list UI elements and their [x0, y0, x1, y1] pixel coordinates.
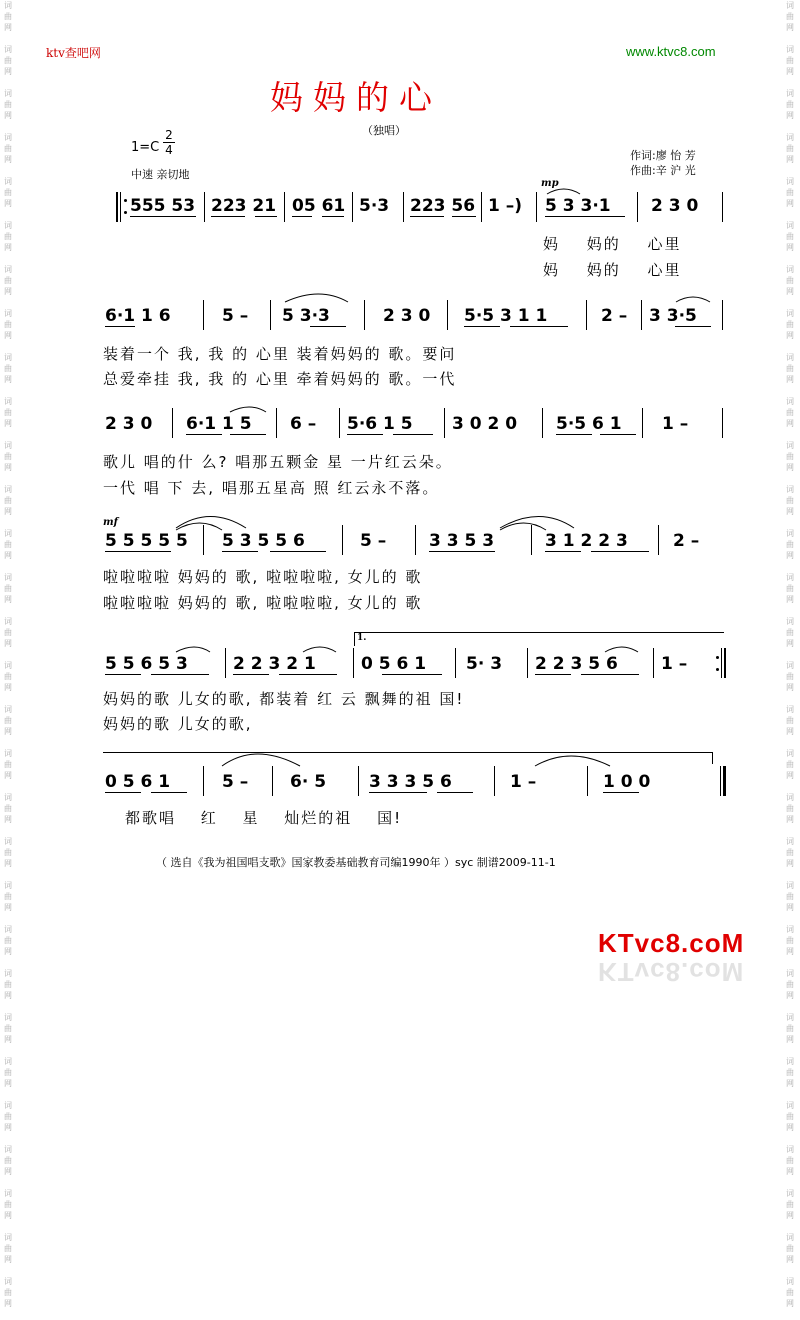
watermark-char: 词 [4, 1277, 12, 1286]
watermark-char: 网 [786, 771, 794, 780]
watermark-char: 词 [786, 45, 794, 54]
watermark-char: 词 [4, 1, 12, 10]
watermark-char: 曲 [4, 892, 12, 901]
watermark-char: 曲 [786, 1112, 794, 1121]
watermark-char: 曲 [4, 56, 12, 65]
watermark-char: 曲 [4, 452, 12, 461]
watermark-char: 词 [786, 89, 794, 98]
measure: 2 3 0 [383, 306, 431, 326]
watermark-char: 词 [786, 1101, 794, 1110]
watermark-char: 网 [4, 639, 12, 648]
watermark-char: 词 [786, 1189, 794, 1198]
watermark-char: 网 [4, 947, 12, 956]
watermark-char: 网 [786, 199, 794, 208]
watermark-char: 词 [786, 309, 794, 318]
watermark-char: 词 [4, 617, 12, 626]
measure: 223 21 [211, 196, 277, 216]
watermark-char: 曲 [4, 276, 12, 285]
measure: 5·5 3 1 1 [464, 306, 548, 326]
watermark-gap [2, 1089, 14, 1100]
watermark-gap [2, 1309, 14, 1320]
composer: 作曲:辛 沪 光 [630, 164, 696, 177]
watermark-char: 词 [786, 705, 794, 714]
measure: 0 5 6 1 [361, 654, 427, 674]
lyrics-verse-1: 歌儿 唱的什 么? 唱那五颗金 星 一片红云朵。 [103, 453, 453, 471]
watermark-char: 网 [786, 23, 794, 32]
song-subtitle: （独唱） [362, 124, 406, 137]
watermark-char: 词 [4, 969, 12, 978]
lyrics-verse-1: 装着一个 我, 我 的 心里 装着妈妈的 歌。要问 [103, 345, 457, 363]
watermark-char: 曲 [4, 1068, 12, 1077]
watermark-char: 网 [786, 551, 794, 560]
watermark-char: 网 [786, 507, 794, 516]
watermark-char: 曲 [4, 760, 12, 769]
measure: 3 3 3 5 6 [369, 772, 452, 792]
lyrics-verse-2: 妈 妈的 心里 [543, 261, 682, 279]
measure: 3 3 5 3 [429, 531, 495, 551]
slur [222, 754, 300, 766]
watermark-char: 网 [786, 155, 794, 164]
lyrics-verse-1: 妈妈的歌 儿女的歌, 都装着 红 云 飘舞的祖 国! [103, 690, 465, 708]
lyrics-verse-1: 妈 妈的 心里 [543, 235, 682, 253]
watermark-char: 曲 [4, 804, 12, 813]
watermark-char: 曲 [4, 1200, 12, 1209]
slur [176, 517, 246, 529]
watermark-char: 网 [786, 1167, 794, 1176]
watermark-char: 曲 [4, 584, 12, 593]
watermark-char: 曲 [786, 672, 794, 681]
lyrics-verse-2: 总爱牵挂 我, 我 的 心里 牵着妈妈的 歌。一代 [103, 370, 457, 388]
watermark-char: 网 [4, 155, 12, 164]
watermark-char: 词 [786, 441, 794, 450]
site-logo[interactable]: KTvc8.coM [598, 928, 745, 958]
watermark-char: 词 [4, 177, 12, 186]
measure: 2 – [601, 306, 628, 326]
watermark-char: 曲 [786, 848, 794, 857]
watermark-char: 网 [4, 551, 12, 560]
watermark-char: 词 [4, 353, 12, 362]
measure: 5 3 3·1 [545, 196, 611, 216]
watermark-char: 词 [786, 749, 794, 758]
measure: 6·1 1 5 [186, 414, 252, 434]
watermark-char: 词 [786, 485, 794, 494]
watermark-char: 网 [786, 859, 794, 868]
watermark-char: 网 [786, 1035, 794, 1044]
site-name-left[interactable]: ktv查吧网 [46, 46, 101, 60]
watermark-char: 曲 [786, 320, 794, 329]
watermark-char: 曲 [4, 320, 12, 329]
watermark-char: 词 [786, 529, 794, 538]
watermark-char: 曲 [4, 1024, 12, 1033]
measure: 223 56 [410, 196, 476, 216]
watermark-char: 网 [786, 111, 794, 120]
measure: 5 3·3 [282, 306, 330, 326]
watermark-char: 网 [786, 287, 794, 296]
watermark-char: 曲 [4, 496, 12, 505]
measure: 5 – [222, 772, 249, 792]
watermark-char: 词 [786, 617, 794, 626]
watermark-char: 曲 [786, 496, 794, 505]
watermark-char: 曲 [786, 540, 794, 549]
watermark-char: 曲 [4, 100, 12, 109]
watermark-char: 词 [4, 1145, 12, 1154]
watermark-char: 网 [4, 1255, 12, 1264]
watermark-char: 词 [4, 1233, 12, 1242]
watermark-char: 词 [786, 1057, 794, 1066]
source-note: （ 选自《我为祖国唱支歌》国家教委基础教育司编1990年 ）syc 制谱2009-11-1 [156, 856, 556, 869]
lyricist: 作词:廖 怡 芳 [630, 149, 696, 162]
watermark-char: 曲 [786, 12, 794, 21]
measure: 1 – [661, 654, 688, 674]
watermark-gap [784, 1177, 796, 1188]
site-url-right[interactable]: www.ktvc8.com [626, 44, 716, 59]
site-logo-reflection: KTvc8.coM [598, 957, 745, 987]
watermark-char: 词 [786, 1145, 794, 1154]
watermark-char: 曲 [786, 716, 794, 725]
measure: 05 61 [292, 196, 346, 216]
watermark-char: 词 [4, 309, 12, 318]
watermark-char: 词 [786, 177, 794, 186]
watermark-char: 词 [4, 221, 12, 230]
watermark-char: 网 [4, 903, 12, 912]
slur [547, 189, 580, 194]
watermark-char: 曲 [786, 1156, 794, 1165]
watermark-gap [784, 1265, 796, 1276]
watermark-char: 词 [4, 749, 12, 758]
measure: 6 – [290, 414, 317, 434]
watermark-char: 曲 [786, 408, 794, 417]
watermark-char: 网 [4, 1035, 12, 1044]
watermark-char: 曲 [786, 936, 794, 945]
watermark-char: 词 [4, 881, 12, 890]
watermark-char: 网 [4, 1299, 12, 1308]
measure: 1 – [662, 414, 689, 434]
watermark-gap [784, 1221, 796, 1232]
watermark-char: 网 [4, 859, 12, 868]
measure: 2 3 0 [651, 196, 699, 216]
watermark-char: 词 [4, 793, 12, 802]
watermark-char: 曲 [786, 892, 794, 901]
watermark-char: 曲 [786, 100, 794, 109]
lyrics-verse-1: 都歌唱 红 星 灿烂的祖 国! [125, 809, 403, 827]
measure: 5 – [360, 531, 387, 551]
watermark-char: 网 [786, 947, 794, 956]
watermark-char: 网 [4, 815, 12, 824]
watermark-char: 网 [4, 991, 12, 1000]
watermark-char: 词 [786, 397, 794, 406]
watermark-char: 词 [786, 353, 794, 362]
volta-label: 1. [357, 633, 367, 643]
watermark-char: 网 [786, 419, 794, 428]
watermark-char: 词 [4, 529, 12, 538]
watermark-char: 词 [786, 221, 794, 230]
watermark-char: 网 [786, 683, 794, 692]
watermark-char: 曲 [786, 1024, 794, 1033]
watermark-char: 词 [4, 485, 12, 494]
song-title: 妈妈的心 [270, 78, 442, 117]
slur [500, 517, 574, 529]
watermark-char: 曲 [786, 804, 794, 813]
slur [303, 647, 336, 652]
tempo-marking: 中速 亲切地 [131, 168, 190, 181]
watermark-char: 网 [4, 727, 12, 736]
lyrics-verse-2: 一代 唱 下 去, 唱那五星高 照 红云永不落。 [103, 479, 440, 497]
watermark-gap [784, 1309, 796, 1320]
watermark-char: 曲 [4, 1288, 12, 1297]
slur [535, 756, 610, 766]
slur [230, 407, 266, 412]
watermark-gap [2, 1265, 14, 1276]
watermark-char: 网 [786, 463, 794, 472]
watermark-char: 网 [4, 1211, 12, 1220]
lyrics-verse-1: 啦啦啦啦 妈妈的 歌, 啦啦啦啦, 女儿的 歌 [103, 568, 423, 586]
watermark-char: 曲 [786, 276, 794, 285]
watermark-char: 网 [4, 771, 12, 780]
watermark-char: 词 [4, 1101, 12, 1110]
watermark-char: 词 [4, 705, 12, 714]
watermark-char: 词 [4, 1013, 12, 1022]
watermark-char: 词 [786, 1277, 794, 1286]
measure: 2 2 3 5 6 [535, 654, 618, 674]
watermark-char: 曲 [4, 1156, 12, 1165]
dynamic-mp: mp [541, 178, 559, 189]
watermark-char: 网 [786, 331, 794, 340]
watermark-char: 曲 [4, 12, 12, 21]
watermark-gap [2, 1177, 14, 1188]
watermark-char: 网 [786, 595, 794, 604]
measure: 3 0 2 0 [452, 414, 518, 434]
measure: 5 – [222, 306, 249, 326]
watermark-char: 词 [786, 793, 794, 802]
watermark-char: 曲 [786, 1244, 794, 1253]
watermark-char: 网 [4, 507, 12, 516]
watermark-char: 曲 [786, 980, 794, 989]
watermark-char: 词 [786, 661, 794, 670]
watermark-char: 词 [786, 1, 794, 10]
watermark-char: 词 [4, 133, 12, 142]
watermark-char: 网 [4, 23, 12, 32]
watermark-char: 网 [4, 1123, 12, 1132]
dynamic-mf: mf [103, 517, 118, 528]
watermark-char: 网 [4, 1167, 12, 1176]
lyrics-verse-2: 啦啦啦啦 妈妈的 歌, 啦啦啦啦, 女儿的 歌 [103, 594, 423, 612]
watermark-char: 曲 [4, 408, 12, 417]
watermark-char: 曲 [4, 188, 12, 197]
watermark-char: 词 [4, 573, 12, 582]
watermark-char: 曲 [786, 452, 794, 461]
watermark-char: 网 [4, 1079, 12, 1088]
slur [285, 294, 348, 302]
watermark-char: 网 [4, 463, 12, 472]
time-numerator: 2 [163, 128, 175, 143]
measure: 5· 3 [466, 654, 503, 674]
watermark-char: 曲 [4, 672, 12, 681]
watermark-char: 词 [786, 881, 794, 890]
watermark-char: 网 [786, 639, 794, 648]
watermark-char: 词 [4, 89, 12, 98]
watermark-char: 词 [786, 133, 794, 142]
watermark-char: 网 [786, 67, 794, 76]
watermark-char: 网 [786, 1255, 794, 1264]
watermark-char: 词 [786, 573, 794, 582]
slur [605, 647, 638, 652]
watermark-char: 曲 [4, 628, 12, 637]
watermark-char: 网 [786, 1079, 794, 1088]
measure: 5·6 1 5 [347, 414, 413, 434]
watermark-char: 词 [786, 925, 794, 934]
watermark-char: 网 [4, 199, 12, 208]
watermark-char: 词 [4, 1189, 12, 1198]
watermark-char: 网 [4, 111, 12, 120]
watermark-char: 词 [786, 265, 794, 274]
watermark-gap [2, 1045, 14, 1056]
watermark-char: 词 [4, 265, 12, 274]
watermark-gap [2, 1221, 14, 1232]
measure: 2 2 3 2 1 [233, 654, 316, 674]
watermark-char: 曲 [786, 628, 794, 637]
watermark-char: 曲 [786, 1200, 794, 1209]
slur [176, 647, 210, 652]
measure: 1 0 0 [603, 772, 651, 792]
watermark-char: 词 [4, 925, 12, 934]
measure: 6· 5 [290, 772, 327, 792]
measure: 555 53 [130, 196, 196, 216]
watermark-char: 网 [786, 727, 794, 736]
watermark-char: 网 [4, 419, 12, 428]
lyrics-verse-2: 妈妈的歌 儿女的歌, [103, 715, 253, 733]
measure: 5 5 5 5 5 [105, 531, 188, 551]
watermark-char: 网 [4, 287, 12, 296]
measure: 2 – [673, 531, 700, 551]
watermark-char: 曲 [4, 232, 12, 241]
measure: 1 – [510, 772, 537, 792]
watermark-char: 网 [4, 595, 12, 604]
watermark-char: 曲 [4, 980, 12, 989]
watermark-char: 词 [4, 837, 12, 846]
watermark-char: 曲 [786, 760, 794, 769]
watermark-char: 词 [4, 1057, 12, 1066]
measure: 3 3·5 [649, 306, 697, 326]
watermark-char: 网 [4, 375, 12, 384]
watermark-char: 词 [786, 969, 794, 978]
watermark-char: 曲 [4, 1112, 12, 1121]
watermark-gap [2, 1133, 14, 1144]
watermark-char: 曲 [4, 936, 12, 945]
watermark-char: 曲 [786, 188, 794, 197]
watermark-char: 网 [786, 815, 794, 824]
watermark-char: 网 [786, 1123, 794, 1132]
key-signature: 1=C [131, 140, 160, 155]
watermark-char: 网 [786, 991, 794, 1000]
measure: 5 3 5 5 6 [222, 531, 305, 551]
watermark-char: 网 [786, 1211, 794, 1220]
measure: 5·5 6 1 [556, 414, 622, 434]
measure: 0 5 6 1 [105, 772, 171, 792]
watermark-char: 曲 [4, 716, 12, 725]
watermark-char: 曲 [4, 540, 12, 549]
measure: 5 5 6 5 3 [105, 654, 188, 674]
watermark-char: 词 [786, 1013, 794, 1022]
measure: 3 1 2 2 3 [545, 531, 628, 551]
watermark-char: 词 [4, 45, 12, 54]
watermark-char: 曲 [786, 1068, 794, 1077]
watermark-char: 词 [786, 1233, 794, 1242]
watermark-char: 曲 [786, 144, 794, 153]
slur [676, 297, 710, 302]
measure: 6·1 1 6 [105, 306, 171, 326]
watermark-gap [784, 1133, 796, 1144]
watermark-char: 网 [786, 243, 794, 252]
watermark-char: 词 [4, 397, 12, 406]
measure: 5·3 [359, 196, 390, 216]
watermark-char: 曲 [4, 848, 12, 857]
measure: 2 3 0 [105, 414, 153, 434]
watermark-char: 曲 [786, 364, 794, 373]
watermark-char: 曲 [4, 144, 12, 153]
watermark-char: 词 [4, 441, 12, 450]
time-denominator: 4 [165, 143, 173, 157]
watermark-char: 词 [786, 837, 794, 846]
watermark-char: 网 [4, 331, 12, 340]
watermark-char: 曲 [4, 364, 12, 373]
watermark-char: 曲 [4, 1244, 12, 1253]
watermark-char: 曲 [786, 56, 794, 65]
measure: 1 –) [488, 196, 523, 216]
watermark-char: 曲 [786, 232, 794, 241]
watermark-char: 网 [786, 375, 794, 384]
watermark-char: 曲 [786, 584, 794, 593]
watermark-char: 曲 [786, 1288, 794, 1297]
watermark-gap [784, 1089, 796, 1100]
watermark-char: 词 [4, 661, 12, 670]
watermark-char: 网 [4, 683, 12, 692]
watermark-char: 网 [4, 67, 12, 76]
watermark-gap [784, 1045, 796, 1056]
watermark-char: 网 [786, 903, 794, 912]
watermark-char: 网 [786, 1299, 794, 1308]
watermark-char: 网 [4, 243, 12, 252]
